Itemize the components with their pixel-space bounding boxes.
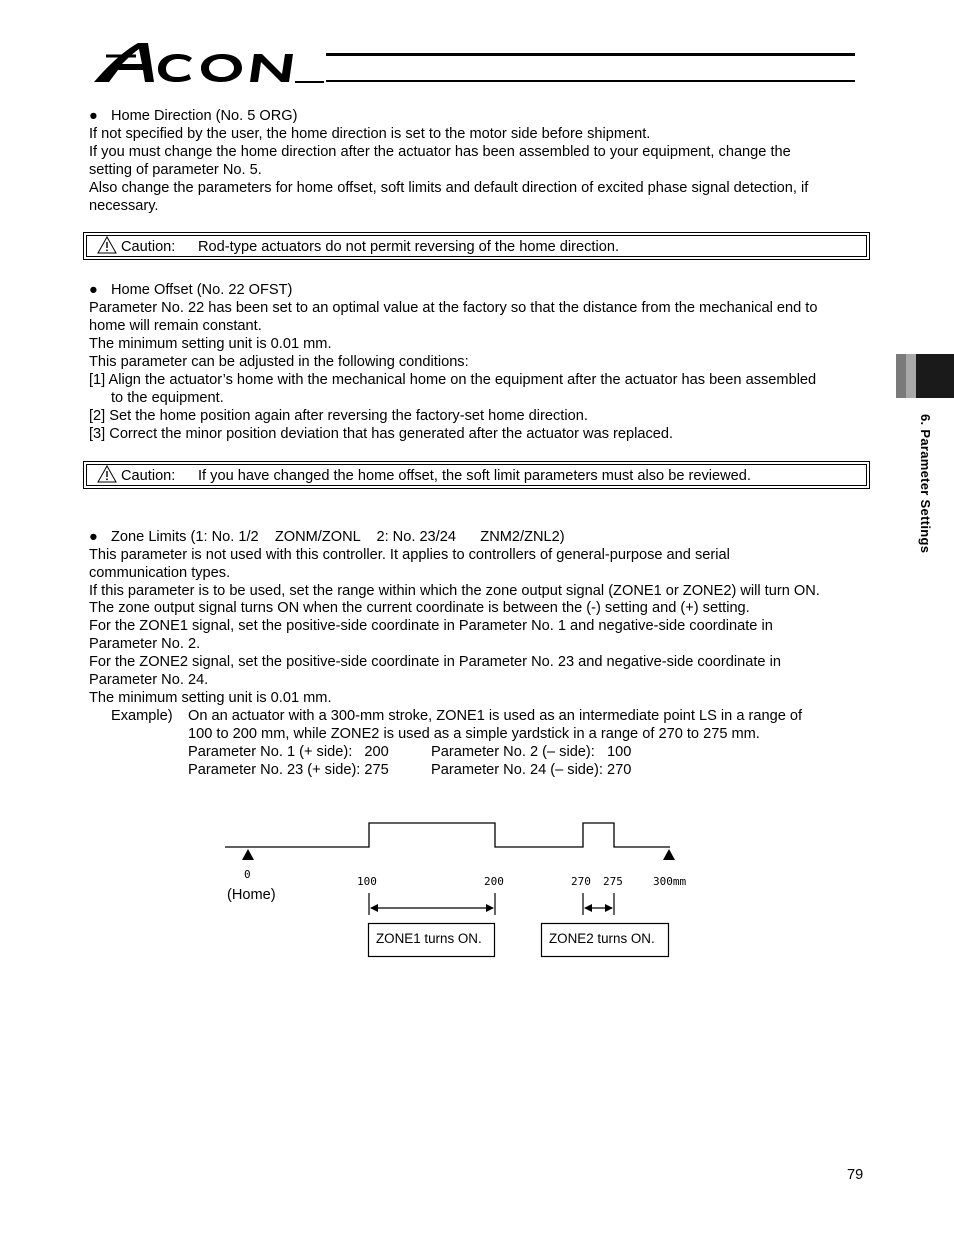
zone2-dimension-line — [583, 893, 614, 915]
paragraph-line: home will remain constant. — [89, 318, 262, 334]
paragraph-line: If you must change the home direction after the actuator has been assembled to your equipment, change the — [89, 144, 791, 160]
home-label: (Home) — [227, 887, 276, 903]
tick-label: 100 — [357, 875, 377, 888]
bullet-icon: ● — [89, 282, 98, 298]
caution-label: Caution: — [121, 239, 176, 255]
section-heading: Zone Limits (1: No. 1/2 ZONM/ZONL 2: No. 23/24 ZNM2/ZNL2) — [111, 529, 565, 545]
paragraph-line: Parameter No. 24. — [89, 672, 209, 688]
paragraph-line: setting of parameter No. 5. — [89, 162, 262, 178]
paragraph-line: The minimum setting unit is 0.01 mm. — [89, 690, 332, 706]
header-rule-bottom — [326, 80, 855, 82]
tick-label: 300mm — [653, 875, 687, 888]
paragraph-line: For the ZONE1 signal, set the positive-side coordinate in Parameter No. 1 and negative-side coordinate in — [89, 618, 773, 634]
paragraph-line: The minimum setting unit is 0.01 mm. — [89, 336, 332, 352]
param-setting: Parameter No. 24 (– side): 270 — [431, 762, 632, 778]
bullet-icon: ● — [89, 108, 98, 124]
paragraph-line: For the ZONE2 signal, set the positive-side coordinate in Parameter No. 23 and negative-side coordinate in — [89, 654, 781, 670]
chapter-tab — [896, 354, 954, 398]
list-item: [2] Set the home position again after reversing the factory-set home direction. — [89, 408, 588, 424]
param-setting: Parameter No. 23 (+ side): 275 — [188, 762, 389, 778]
tick-label: 0 — [244, 868, 251, 881]
paragraph-line: Parameter No. 22 has been set to an optimal value at the factory so that the distance from the mechanical end to — [89, 300, 818, 316]
acon-logo — [92, 38, 332, 86]
param-setting: Parameter No. 1 (+ side): 200 — [188, 744, 389, 760]
paragraph-line: necessary. — [89, 198, 159, 214]
paragraph-line: communication types. — [89, 565, 231, 581]
list-item: [1] Align the actuator’s home with the mechanical home on the equipment after the actuator has been assembled — [89, 372, 817, 388]
list-item: [3] Correct the minor position deviation that has generated after the actuator was replaced. — [89, 426, 674, 442]
paragraph-line: This parameter is not used with this controller. It applies to controllers of general-purpose and serial — [89, 547, 730, 563]
section-heading: Home Offset (No. 22 OFST) — [111, 282, 293, 298]
caution-text: Rod-type actuators do not permit reversing of the home direction. — [198, 239, 620, 255]
page-number: 79 — [847, 1167, 864, 1183]
caution-text: If you have changed the home offset, the soft limit parameters must also be reviewed. — [198, 468, 751, 484]
home-marker-icon — [242, 849, 254, 860]
caution-box — [83, 461, 870, 489]
paragraph-line: The zone output signal turns ON when the current coordinate is between the (-) setting and (+) setting. — [89, 600, 750, 616]
tick-label: 200 — [484, 875, 504, 888]
header-rule-top — [326, 53, 855, 56]
caution-label: Caution: — [121, 468, 176, 484]
paragraph-line: Parameter No. 2. — [89, 636, 201, 652]
paragraph-line: This parameter can be adjusted in the following conditions: — [89, 354, 469, 370]
bullet-icon: ● — [89, 529, 98, 545]
section-heading: Home Direction (No. 5 ORG) — [111, 108, 298, 124]
end-marker-icon — [663, 849, 675, 860]
example-line: 100 to 200 mm, while ZONE2 is used as a simple yardstick in a range of 270 to 275 mm. — [188, 726, 760, 742]
example-label: Example) — [111, 708, 173, 724]
list-item-continuation: to the equipment. — [111, 390, 224, 406]
zone1-dimension-line — [369, 893, 495, 915]
paragraph-line: Also change the parameters for home offset, soft limits and default direction of excited phase signal detection, if — [89, 180, 809, 196]
paragraph-line: If this parameter is to be used, set the range within which the zone output signal (ZONE1 or ZONE2) will turn ON. — [89, 583, 820, 599]
zone1-label: ZONE1 turns ON. — [376, 931, 482, 946]
zone2-label: ZONE2 turns ON. — [549, 931, 655, 946]
chapter-label: 6. Parameter Settings — [918, 414, 933, 554]
caution-box — [83, 232, 870, 260]
warning-triangle-icon — [97, 236, 117, 254]
zone-signal-waveform — [225, 823, 670, 847]
tick-label: 270 — [571, 875, 591, 888]
example-line: On an actuator with a 300-mm stroke, ZONE1 is used as an intermediate point LS in a range of — [188, 708, 803, 724]
zone-signal-diagram — [220, 815, 700, 965]
param-setting: Parameter No. 2 (– side): 100 — [431, 744, 632, 760]
tick-label: 275 — [603, 875, 623, 888]
paragraph-line: If not specified by the user, the home direction is set to the motor side before shipment. — [89, 126, 651, 142]
warning-triangle-icon — [97, 465, 117, 483]
